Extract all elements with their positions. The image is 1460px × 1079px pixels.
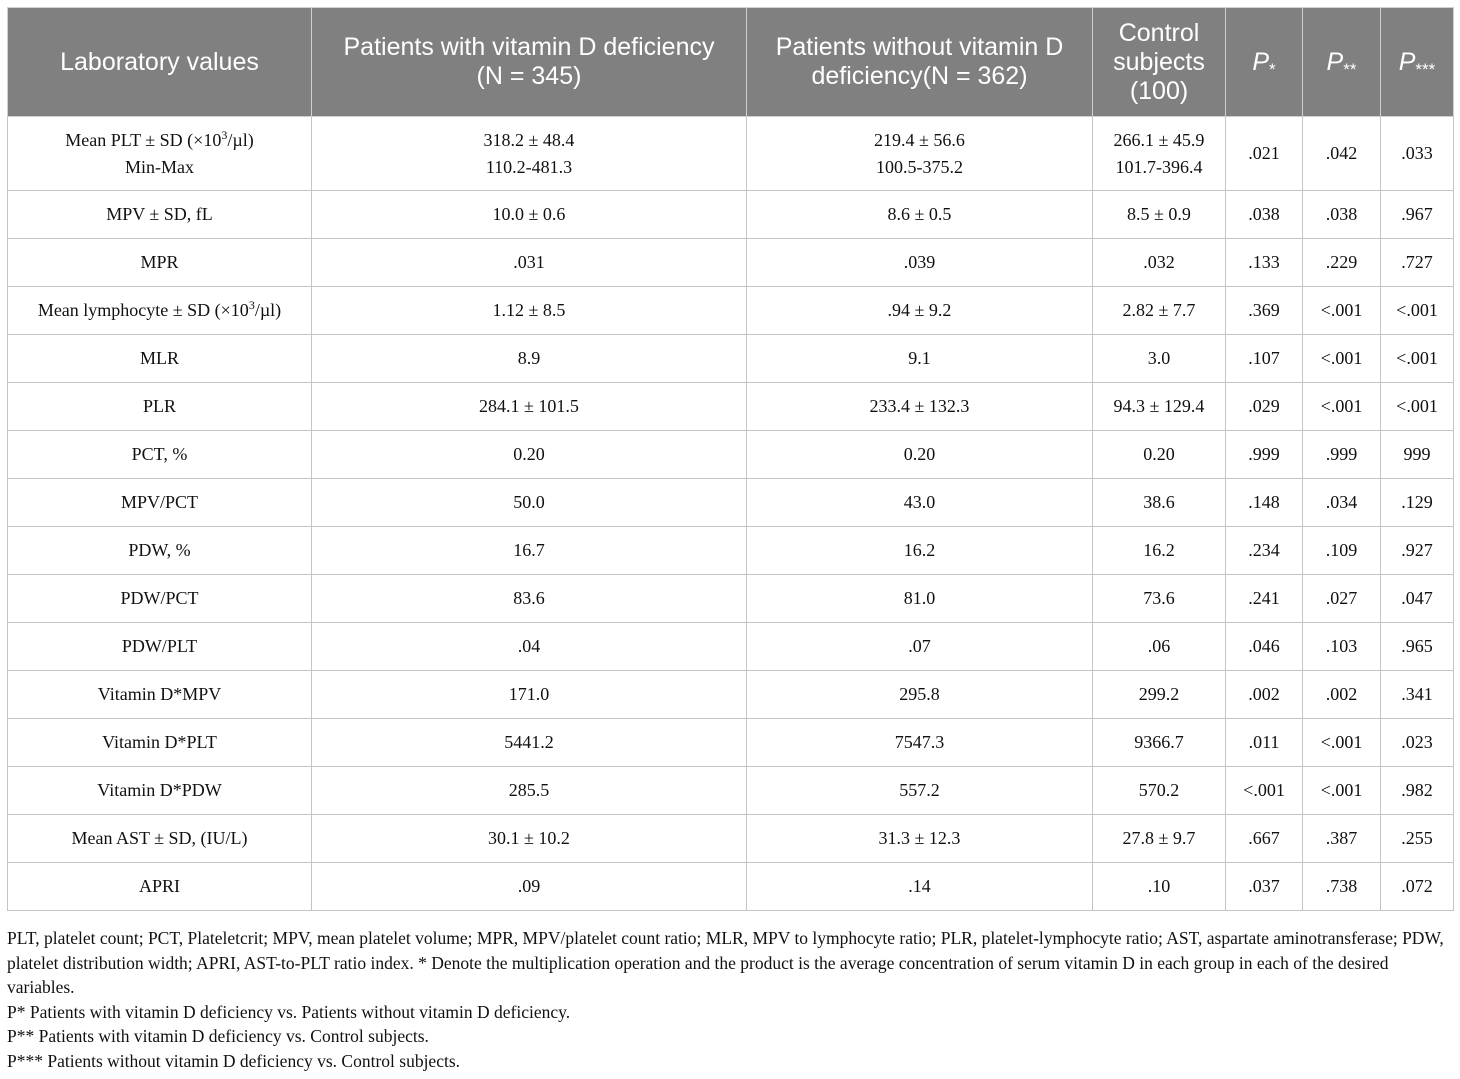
header-p1: $P_*$	[1226, 8, 1303, 117]
cell-p2: <.001	[1303, 719, 1381, 767]
header-control-subjects: Control subjects (100)	[1093, 8, 1226, 117]
cell-without-deficiency: .94 ± 9.2	[747, 287, 1093, 335]
cell-without-deficiency: 16.2	[747, 527, 1093, 575]
cell-control: .032	[1093, 239, 1226, 287]
cell-p3: .341	[1381, 671, 1454, 719]
footnote-abbreviations: PLT, platelet count; PCT, Plateletcrit; MPV, mean platelet volume; MPR, MPV/platelet count ratio; MLR, MPV to lymphocyte ratio; PLR, platelet-lymphocyte ratio; AST, aspartate aminotransferase; PDW, platelet distribution width; APRI, AST-to-PLT ratio index. * Denote the multiplication operation and the product is the average concentration of serum vitamin D in each group in each of the desired variables.	[7, 928, 1444, 997]
cell-with-deficiency: .09	[312, 863, 747, 911]
cell-p2: .038	[1303, 191, 1381, 239]
table-row	[8, 815, 1454, 863]
cell-control: 8.5 ± 0.9	[1093, 191, 1226, 239]
cell-control: .10	[1093, 863, 1226, 911]
cell-p1: .011	[1226, 719, 1303, 767]
header-laboratory-values: Laboratory values	[8, 8, 312, 117]
table-row	[8, 623, 1454, 671]
cell-without-deficiency: 219.4 ± 56.6 100.5-375.2	[747, 117, 1093, 191]
cell-p2: .042	[1303, 117, 1381, 191]
cell-p1: .038	[1226, 191, 1303, 239]
cell-p2: .027	[1303, 575, 1381, 623]
cell-p1: .234	[1226, 527, 1303, 575]
cell-p3: .129	[1381, 479, 1454, 527]
cell-p2: .738	[1303, 863, 1381, 911]
table-row	[8, 863, 1454, 911]
row-label: Vitamin D*PLT	[8, 719, 312, 767]
cell-p1: .037	[1226, 863, 1303, 911]
table-row	[8, 239, 1454, 287]
cell-p3: <.001	[1381, 383, 1454, 431]
table-row	[8, 191, 1454, 239]
cell-control: 2.82 ± 7.7	[1093, 287, 1226, 335]
cell-with-deficiency: .04	[312, 623, 747, 671]
table-row	[8, 767, 1454, 815]
cell-control: 16.2	[1093, 527, 1226, 575]
table-row	[8, 527, 1454, 575]
header-without-deficiency: Patients without vitamin D deficiency(N = 362)	[747, 8, 1093, 117]
cell-p3: .072	[1381, 863, 1454, 911]
cell-p3: .255	[1381, 815, 1454, 863]
cell-with-deficiency: 83.6	[312, 575, 747, 623]
cell-p3: .047	[1381, 575, 1454, 623]
row-label: PDW/PLT	[8, 623, 312, 671]
cell-without-deficiency: 43.0	[747, 479, 1093, 527]
table-row	[8, 671, 1454, 719]
cell-p1: .029	[1226, 383, 1303, 431]
cell-p3: .927	[1381, 527, 1454, 575]
cell-p2: .999	[1303, 431, 1381, 479]
cell-without-deficiency: 557.2	[747, 767, 1093, 815]
cell-with-deficiency: 30.1 ± 10.2	[312, 815, 747, 863]
row-label: MPR	[8, 239, 312, 287]
cell-with-deficiency: 10.0 ± 0.6	[312, 191, 747, 239]
cell-with-deficiency: 1.12 ± 8.5	[312, 287, 747, 335]
table-row	[8, 287, 1454, 335]
cell-with-deficiency: 284.1 ± 101.5	[312, 383, 747, 431]
cell-with-deficiency: 285.5	[312, 767, 747, 815]
table-row	[8, 431, 1454, 479]
cell-p1: .241	[1226, 575, 1303, 623]
cell-p3: .982	[1381, 767, 1454, 815]
cell-without-deficiency: 0.20	[747, 431, 1093, 479]
header-p3: $P_{***}$	[1381, 8, 1454, 117]
row-label: MLR	[8, 335, 312, 383]
cell-p2: <.001	[1303, 335, 1381, 383]
cell-p2: .002	[1303, 671, 1381, 719]
cell-without-deficiency: 81.0	[747, 575, 1093, 623]
row-label: Mean lymphocyte ± SD $(\times 10^3/\mu l)$	[8, 287, 312, 335]
table-row	[8, 719, 1454, 767]
row-label: PDW, %	[8, 527, 312, 575]
row-label: PCT, %	[8, 431, 312, 479]
table-row	[8, 479, 1454, 527]
cell-control: 73.6	[1093, 575, 1226, 623]
row-label: PLR	[8, 383, 312, 431]
cell-p2: .103	[1303, 623, 1381, 671]
cell-with-deficiency: 171.0	[312, 671, 747, 719]
cell-without-deficiency: 233.4 ± 132.3	[747, 383, 1093, 431]
cell-p1: .148	[1226, 479, 1303, 527]
cell-control: 570.2	[1093, 767, 1226, 815]
cell-p1: .107	[1226, 335, 1303, 383]
cell-p1: .133	[1226, 239, 1303, 287]
table-row	[8, 335, 1454, 383]
footnote-p3: P*** Patients without vitamin D deficiency vs. Control subjects.	[7, 1050, 461, 1071]
cell-control: 38.6	[1093, 479, 1226, 527]
cell-p1: .999	[1226, 431, 1303, 479]
row-label: Mean PLT ± SD $(\times 10^3/\mu l)$ Min-Max	[8, 117, 312, 191]
cell-control: 27.8 ± 9.7	[1093, 815, 1226, 863]
row-label: Mean AST ± SD, (IU/L)	[8, 815, 312, 863]
cell-with-deficiency: 0.20	[312, 431, 747, 479]
cell-without-deficiency: 31.3 ± 12.3	[747, 815, 1093, 863]
cell-p2: .229	[1303, 239, 1381, 287]
row-label: Vitamin D*MPV	[8, 671, 312, 719]
header-p2: $P_{**}$	[1303, 8, 1381, 117]
cell-control: 94.3 ± 129.4	[1093, 383, 1226, 431]
footnote-p2: P** Patients with vitamin D deficiency vs. Control subjects.	[7, 1026, 429, 1046]
cell-p1: .667	[1226, 815, 1303, 863]
cell-p2: .387	[1303, 815, 1381, 863]
cell-p2: .109	[1303, 527, 1381, 575]
cell-without-deficiency: .039	[747, 239, 1093, 287]
table-container	[7, 7, 1453, 911]
footnote-p1: P* Patients with vitamin D deficiency vs. Patients without vitamin D deficiency.	[7, 1001, 571, 1022]
row-label: MPV/PCT	[8, 479, 312, 527]
cell-p2: <.001	[1303, 287, 1381, 335]
row-label: MPV ± SD, fL	[8, 191, 312, 239]
row-label: PDW/PCT	[8, 575, 312, 623]
cell-without-deficiency: 8.6 ± 0.5	[747, 191, 1093, 239]
cell-with-deficiency: 5441.2	[312, 719, 747, 767]
cell-control: .06	[1093, 623, 1226, 671]
row-label: Vitamin D*PDW	[8, 767, 312, 815]
cell-without-deficiency: 295.8	[747, 671, 1093, 719]
cell-p2: <.001	[1303, 383, 1381, 431]
cell-control: 299.2	[1093, 671, 1226, 719]
cell-without-deficiency: 7547.3	[747, 719, 1093, 767]
lab-values-table	[7, 7, 1454, 911]
cell-without-deficiency: .07	[747, 623, 1093, 671]
cell-p2: .034	[1303, 479, 1381, 527]
cell-without-deficiency: 9.1	[747, 335, 1093, 383]
cell-p3: <.001	[1381, 287, 1454, 335]
cell-p3: .965	[1381, 623, 1454, 671]
cell-control: 9366.7	[1093, 719, 1226, 767]
cell-p3: .727	[1381, 239, 1454, 287]
cell-p3: .033	[1381, 117, 1454, 191]
header-with-deficiency: Patients with vitamin D deficiency (N = 345)	[312, 8, 747, 117]
cell-p3: .023	[1381, 719, 1454, 767]
cell-with-deficiency: 318.2 ± 48.4 110.2-481.3	[312, 117, 747, 191]
cell-with-deficiency: 8.9	[312, 335, 747, 383]
cell-with-deficiency: 16.7	[312, 527, 747, 575]
table-row	[8, 575, 1454, 623]
cell-p1: .002	[1226, 671, 1303, 719]
table-header-row	[8, 8, 1454, 117]
cell-without-deficiency: .14	[747, 863, 1093, 911]
table-footnotes	[7, 926, 1453, 1073]
cell-p3: .967	[1381, 191, 1454, 239]
row-label: APRI	[8, 863, 312, 911]
cell-p1: .046	[1226, 623, 1303, 671]
table-row-mean-plt	[8, 117, 1454, 191]
cell-with-deficiency: 50.0	[312, 479, 747, 527]
cell-control: 3.0	[1093, 335, 1226, 383]
cell-p3: <.001	[1381, 335, 1454, 383]
cell-p3: 999	[1381, 431, 1454, 479]
cell-control: 0.20	[1093, 431, 1226, 479]
cell-p1: .369	[1226, 287, 1303, 335]
cell-control: 266.1 ± 45.9 101.7-396.4	[1093, 117, 1226, 191]
cell-p1: <.001	[1226, 767, 1303, 815]
cell-with-deficiency: .031	[312, 239, 747, 287]
table-row	[8, 383, 1454, 431]
cell-p2: <.001	[1303, 767, 1381, 815]
cell-p1: .021	[1226, 117, 1303, 191]
